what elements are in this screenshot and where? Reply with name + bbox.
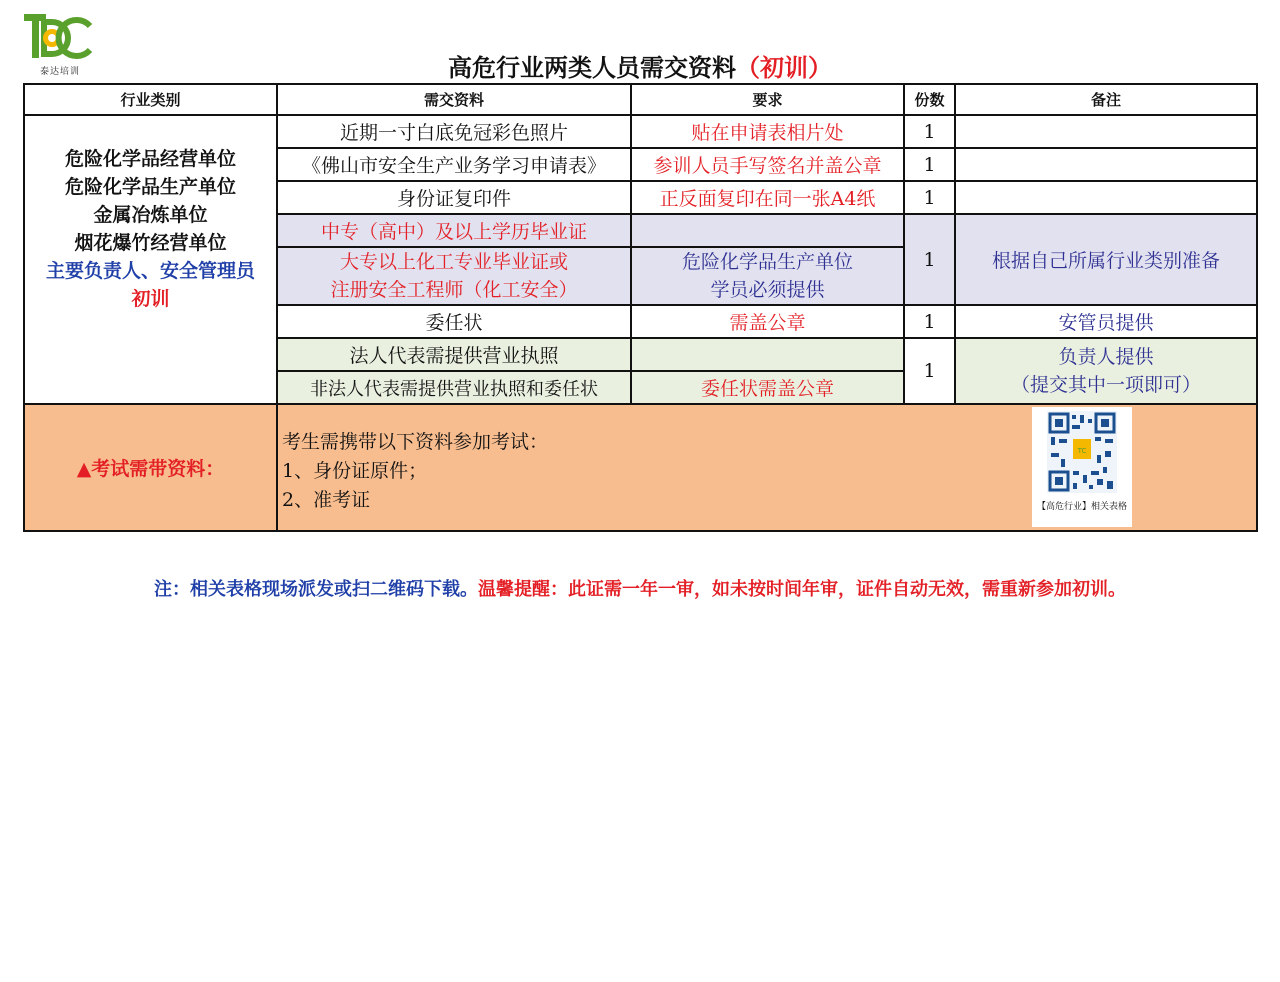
header-count: 份数 — [904, 84, 955, 115]
material-line: 大专以上化工专业毕业证或 — [339, 251, 568, 273]
count-cell: 1 — [904, 181, 955, 214]
table-row — [24, 115, 1257, 148]
title-main: 高危行业两类人员需交资料 — [448, 53, 736, 82]
remark-cell: 安管员提供 — [955, 305, 1257, 338]
title-sub: （初训） — [736, 53, 832, 82]
remark-cell — [955, 338, 1257, 404]
remark-cell — [955, 148, 1257, 181]
count-cell: 1 — [904, 305, 955, 338]
requirement-cell: 参训人员手写签名并盖公章 — [631, 148, 904, 181]
remark-cell: 根据自己所属行业类别准备 — [955, 214, 1257, 305]
material-cell: 法人代表需提供营业执照 — [277, 338, 631, 371]
exam-line: 2、准考证 — [282, 489, 371, 511]
requirement-cell — [631, 247, 904, 305]
note-download: 注：相关表格现场派发或扫二维码下载。 — [154, 579, 478, 600]
exam-label: ▲考试需带资料： — [24, 404, 277, 531]
exam-line: 考生需携带以下资料参加考试： — [282, 431, 549, 453]
header-requirement: 要求 — [631, 84, 904, 115]
material-cell: 中专（高中）及以上学历毕业证 — [277, 214, 631, 247]
material-cell: 近期一寸白底免冠彩色照片 — [277, 115, 631, 148]
remark-cell — [955, 115, 1257, 148]
industry-category-cell — [24, 115, 277, 404]
header-material: 需交资料 — [277, 84, 631, 115]
count-cell: 1 — [904, 115, 955, 148]
material-cell: 身份证复印件 — [277, 181, 631, 214]
footer-note — [24, 575, 1256, 601]
count-cell: 1 — [904, 148, 955, 181]
note-reminder: 温馨提醒：此证需一年一审，如未按时间年审，证件自动无效，需重新参加初训。 — [478, 579, 1126, 600]
remark-line: （提交其中一项即可） — [1010, 374, 1201, 396]
requirement-cell: 委任状需盖公章 — [631, 371, 904, 404]
material-cell: 委任状 — [277, 305, 631, 338]
remark-cell — [955, 181, 1257, 214]
logo-subtitle: 泰达培训 — [39, 67, 80, 77]
header-category: 行业类别 — [24, 84, 277, 115]
material-cell: 非法人代表需提供营业执照和委任状 — [277, 371, 631, 404]
qr-caption: 【高危行业】相关表格 — [1036, 502, 1127, 512]
category-line: 金属冶炼单位 — [93, 203, 208, 226]
remark-line: 负责人提供 — [1058, 346, 1154, 368]
count-cell: 1 — [904, 214, 955, 305]
header-remark: 备注 — [955, 84, 1257, 115]
requirement-line: 危险化学品生产单位 — [681, 251, 853, 273]
svg-text:TC: TC — [1077, 447, 1087, 455]
qr-code-icon[interactable] — [1047, 411, 1117, 493]
category-type: 初训 — [131, 287, 170, 310]
count-cell: 1 — [904, 338, 955, 404]
category-line: 危险化学品生产单位 — [64, 175, 236, 198]
category-line: 烟花爆竹经营单位 — [74, 231, 227, 254]
qr-code-card[interactable] — [1032, 407, 1132, 527]
page-title — [24, 48, 1256, 83]
materials-table — [23, 83, 1258, 532]
category-role: 主要负责人、安全管理员 — [45, 259, 255, 282]
requirement-cell: 正反面复印在同一张A4纸 — [631, 181, 904, 214]
requirement-line: 学员必须提供 — [710, 279, 825, 301]
requirement-cell: 需盖公章 — [631, 305, 904, 338]
exam-row — [24, 404, 1257, 531]
material-cell: 《佛山市安全生产业务学习申请表》 — [277, 148, 631, 181]
requirement-cell — [631, 338, 904, 371]
material-line: 注册安全工程师（化工安全） — [330, 279, 578, 301]
material-cell — [277, 247, 631, 305]
exam-line: 1、身份证原件； — [282, 460, 428, 482]
table-header-row — [24, 84, 1257, 115]
exam-materials-cell — [277, 404, 1257, 531]
requirement-cell: 贴在申请表相片处 — [631, 115, 904, 148]
requirement-cell — [631, 214, 904, 247]
category-line: 危险化学品经营单位 — [64, 147, 236, 170]
